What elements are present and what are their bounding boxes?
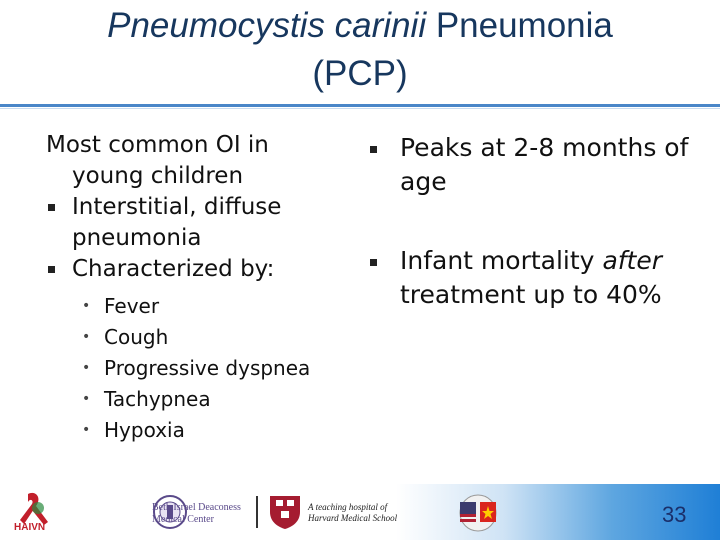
list-item: • Progressive dyspnea xyxy=(82,353,346,384)
bullet-text: pneumonia xyxy=(72,225,202,251)
footer-bar xyxy=(0,484,720,540)
bullet-text: treatment up to 40% xyxy=(400,280,662,309)
harvard-affiliation: A teaching hospital of Harvard Medical School xyxy=(308,502,398,523)
slide-title xyxy=(0,2,720,98)
dot-bullet-icon: • xyxy=(82,422,91,438)
bullet-text: Infant mortality xyxy=(400,246,595,275)
list-item: • Tachypnea xyxy=(82,384,346,415)
page-number: 33 xyxy=(662,502,687,527)
bullet-text: Characterized by: xyxy=(72,256,275,282)
bidmc-name: Beth Israel Deaconess Medical Center xyxy=(152,502,241,525)
dot-bullet-icon: • xyxy=(82,298,91,314)
lead-line1: Most common OI in xyxy=(46,132,269,158)
square-bullet-icon xyxy=(370,146,377,153)
bullet-emphasis: after xyxy=(602,246,663,275)
symptom-list xyxy=(46,291,346,446)
list-item: • Fever xyxy=(82,291,346,322)
title-line2: (PCP) xyxy=(312,54,408,93)
title-underline xyxy=(0,104,720,107)
title-rest: Pneumonia xyxy=(426,6,613,45)
lead-text xyxy=(46,130,346,192)
haivn-label: HAIVN xyxy=(14,522,46,533)
dot-bullet-icon: • xyxy=(82,391,91,407)
left-column xyxy=(46,130,346,446)
list-item: • Cough xyxy=(82,322,346,353)
bullet-text: Interstitial, diffuse xyxy=(72,194,282,220)
bullet-text: Peaks at 2-8 months of age xyxy=(400,133,689,196)
list-item: • Hypoxia xyxy=(82,415,346,446)
square-bullet-icon xyxy=(48,266,55,273)
right-column xyxy=(370,131,700,357)
square-bullet-icon xyxy=(48,204,55,211)
bullet-interstitial xyxy=(46,192,346,254)
lead-line2: young children xyxy=(72,163,244,189)
harvard-shield-logo xyxy=(268,494,302,530)
usa-vietnam-flags-icon xyxy=(450,492,506,534)
square-bullet-icon xyxy=(370,259,377,266)
title-italic: Pneumocystis carinii xyxy=(107,6,427,45)
bullet-peaks xyxy=(370,131,700,199)
bullet-mortality xyxy=(370,244,700,312)
dot-bullet-icon: • xyxy=(82,329,91,345)
title-underline-shadow xyxy=(0,108,720,109)
footer-divider xyxy=(256,496,258,528)
dot-bullet-icon: • xyxy=(82,360,91,376)
bullet-characterized xyxy=(46,254,346,285)
